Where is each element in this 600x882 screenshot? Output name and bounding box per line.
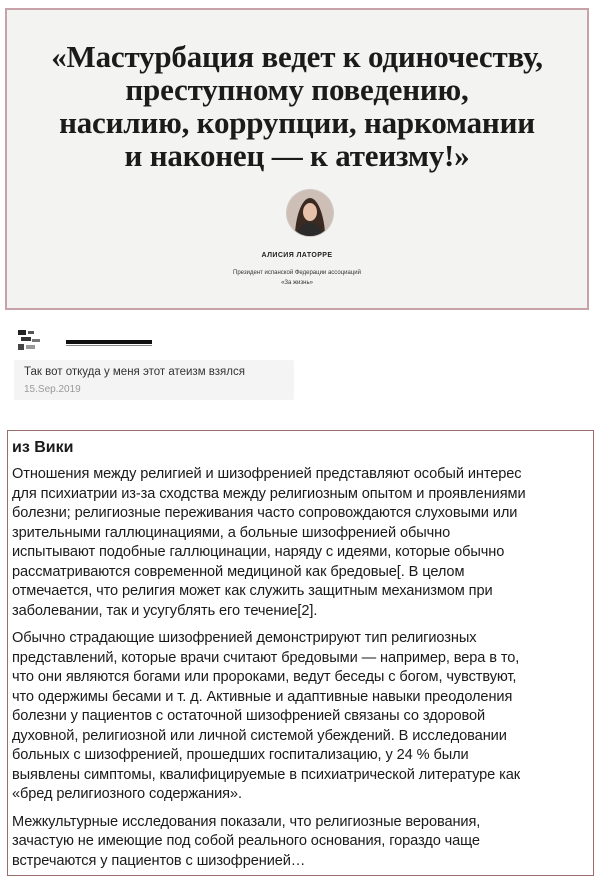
text-line: что они являются богами или пророками, ведут беседы с богом, чувствуют, <box>12 669 517 685</box>
quote-text <box>7 40 587 172</box>
text-line: Отношения между религией и шизофренией представляют особый интерес <box>12 466 522 482</box>
wiki-paragraphs <box>12 465 584 879</box>
author-name: АЛИСИЯ ЛАТОРРЕ <box>261 252 333 259</box>
portrait-icon <box>287 190 333 236</box>
comment-date: 15.Sep.2019 <box>24 384 81 395</box>
text-line: зачастую не имеющие под собой реального основания, гораздо чаще <box>12 833 480 849</box>
text-line: Межкультурные исследования показали, что религиозные верования, <box>12 813 481 830</box>
wiki-paragraph-2 <box>12 629 584 805</box>
text-line: встречаются у пациентов с шизофренией… <box>12 852 306 869</box>
text-line: зрительными галлюцинациями, а больные шизофренией обычно <box>12 524 451 541</box>
user-avatar-icon[interactable] <box>18 330 44 352</box>
comment-text: Так вот откуда у меня этот атеизм взялся <box>24 366 245 378</box>
wiki-paragraph-3 <box>12 813 584 872</box>
quote-card <box>5 8 589 310</box>
text-line: представлений, которые врачи считают бредовыми — например, вера в то, <box>12 649 520 666</box>
wiki-paragraph-1 <box>12 465 584 621</box>
text-line: «бред религиозного содержания». <box>12 786 242 802</box>
text-line: для психиатрии из-за сходства между религиозным опытом и проявлениями <box>12 485 526 502</box>
quote-line: преступному поведению, <box>125 72 469 107</box>
text-line: больных с шизофренией, прошедших госпитализацию, у 24 % были <box>12 747 469 763</box>
quote-line: насилию, коррупции, наркомании <box>59 105 535 140</box>
comment-body <box>14 360 294 400</box>
text-line: духовной, религиозной или личной системой убеждений. В исследовании <box>12 727 507 744</box>
redacted-username-underline <box>66 345 152 346</box>
quote-line: «Мастурбация ведет к одиночеству, <box>51 39 543 74</box>
text-line: болезни; религиозные переживания часто сопровождаются слуховыми или <box>12 505 518 521</box>
text-line: что одержимы бесами и т. д. Активные и адаптивные навыки преодоления <box>12 688 513 705</box>
text-line: Обычно страдающие шизофренией демонстрируют тип религиозных <box>12 630 477 646</box>
comment <box>14 326 294 400</box>
text-line: выявлены симптомы, квалифицируемые в психиатрической литературе как <box>12 766 521 783</box>
wiki-heading: из Вики <box>12 439 74 456</box>
redacted-username <box>66 340 152 344</box>
wiki-excerpt <box>7 430 594 876</box>
text-line: рассматриваются современной медициной как бредовые[. В целом <box>12 563 465 580</box>
author-title <box>7 268 587 288</box>
text-line: испытывают подобные галлюцинации, наряду с идеями, которые обычно <box>12 544 505 560</box>
author-title-line: Президент испанской Федерации ассоциаций <box>233 270 361 276</box>
text-line: болезни у пациентов с остаточной шизофренией связаны со здоровой <box>12 708 486 724</box>
author-title-line: «За жизнь» <box>281 280 313 286</box>
text-line: отмечается, что религия может как служить защитным механизмом при <box>12 583 493 599</box>
text-line: заболевании, так и усугублять его течение[2]. <box>12 602 318 619</box>
quote-line: и наконец — к атеизму!» <box>124 138 470 173</box>
author-avatar <box>287 190 333 236</box>
